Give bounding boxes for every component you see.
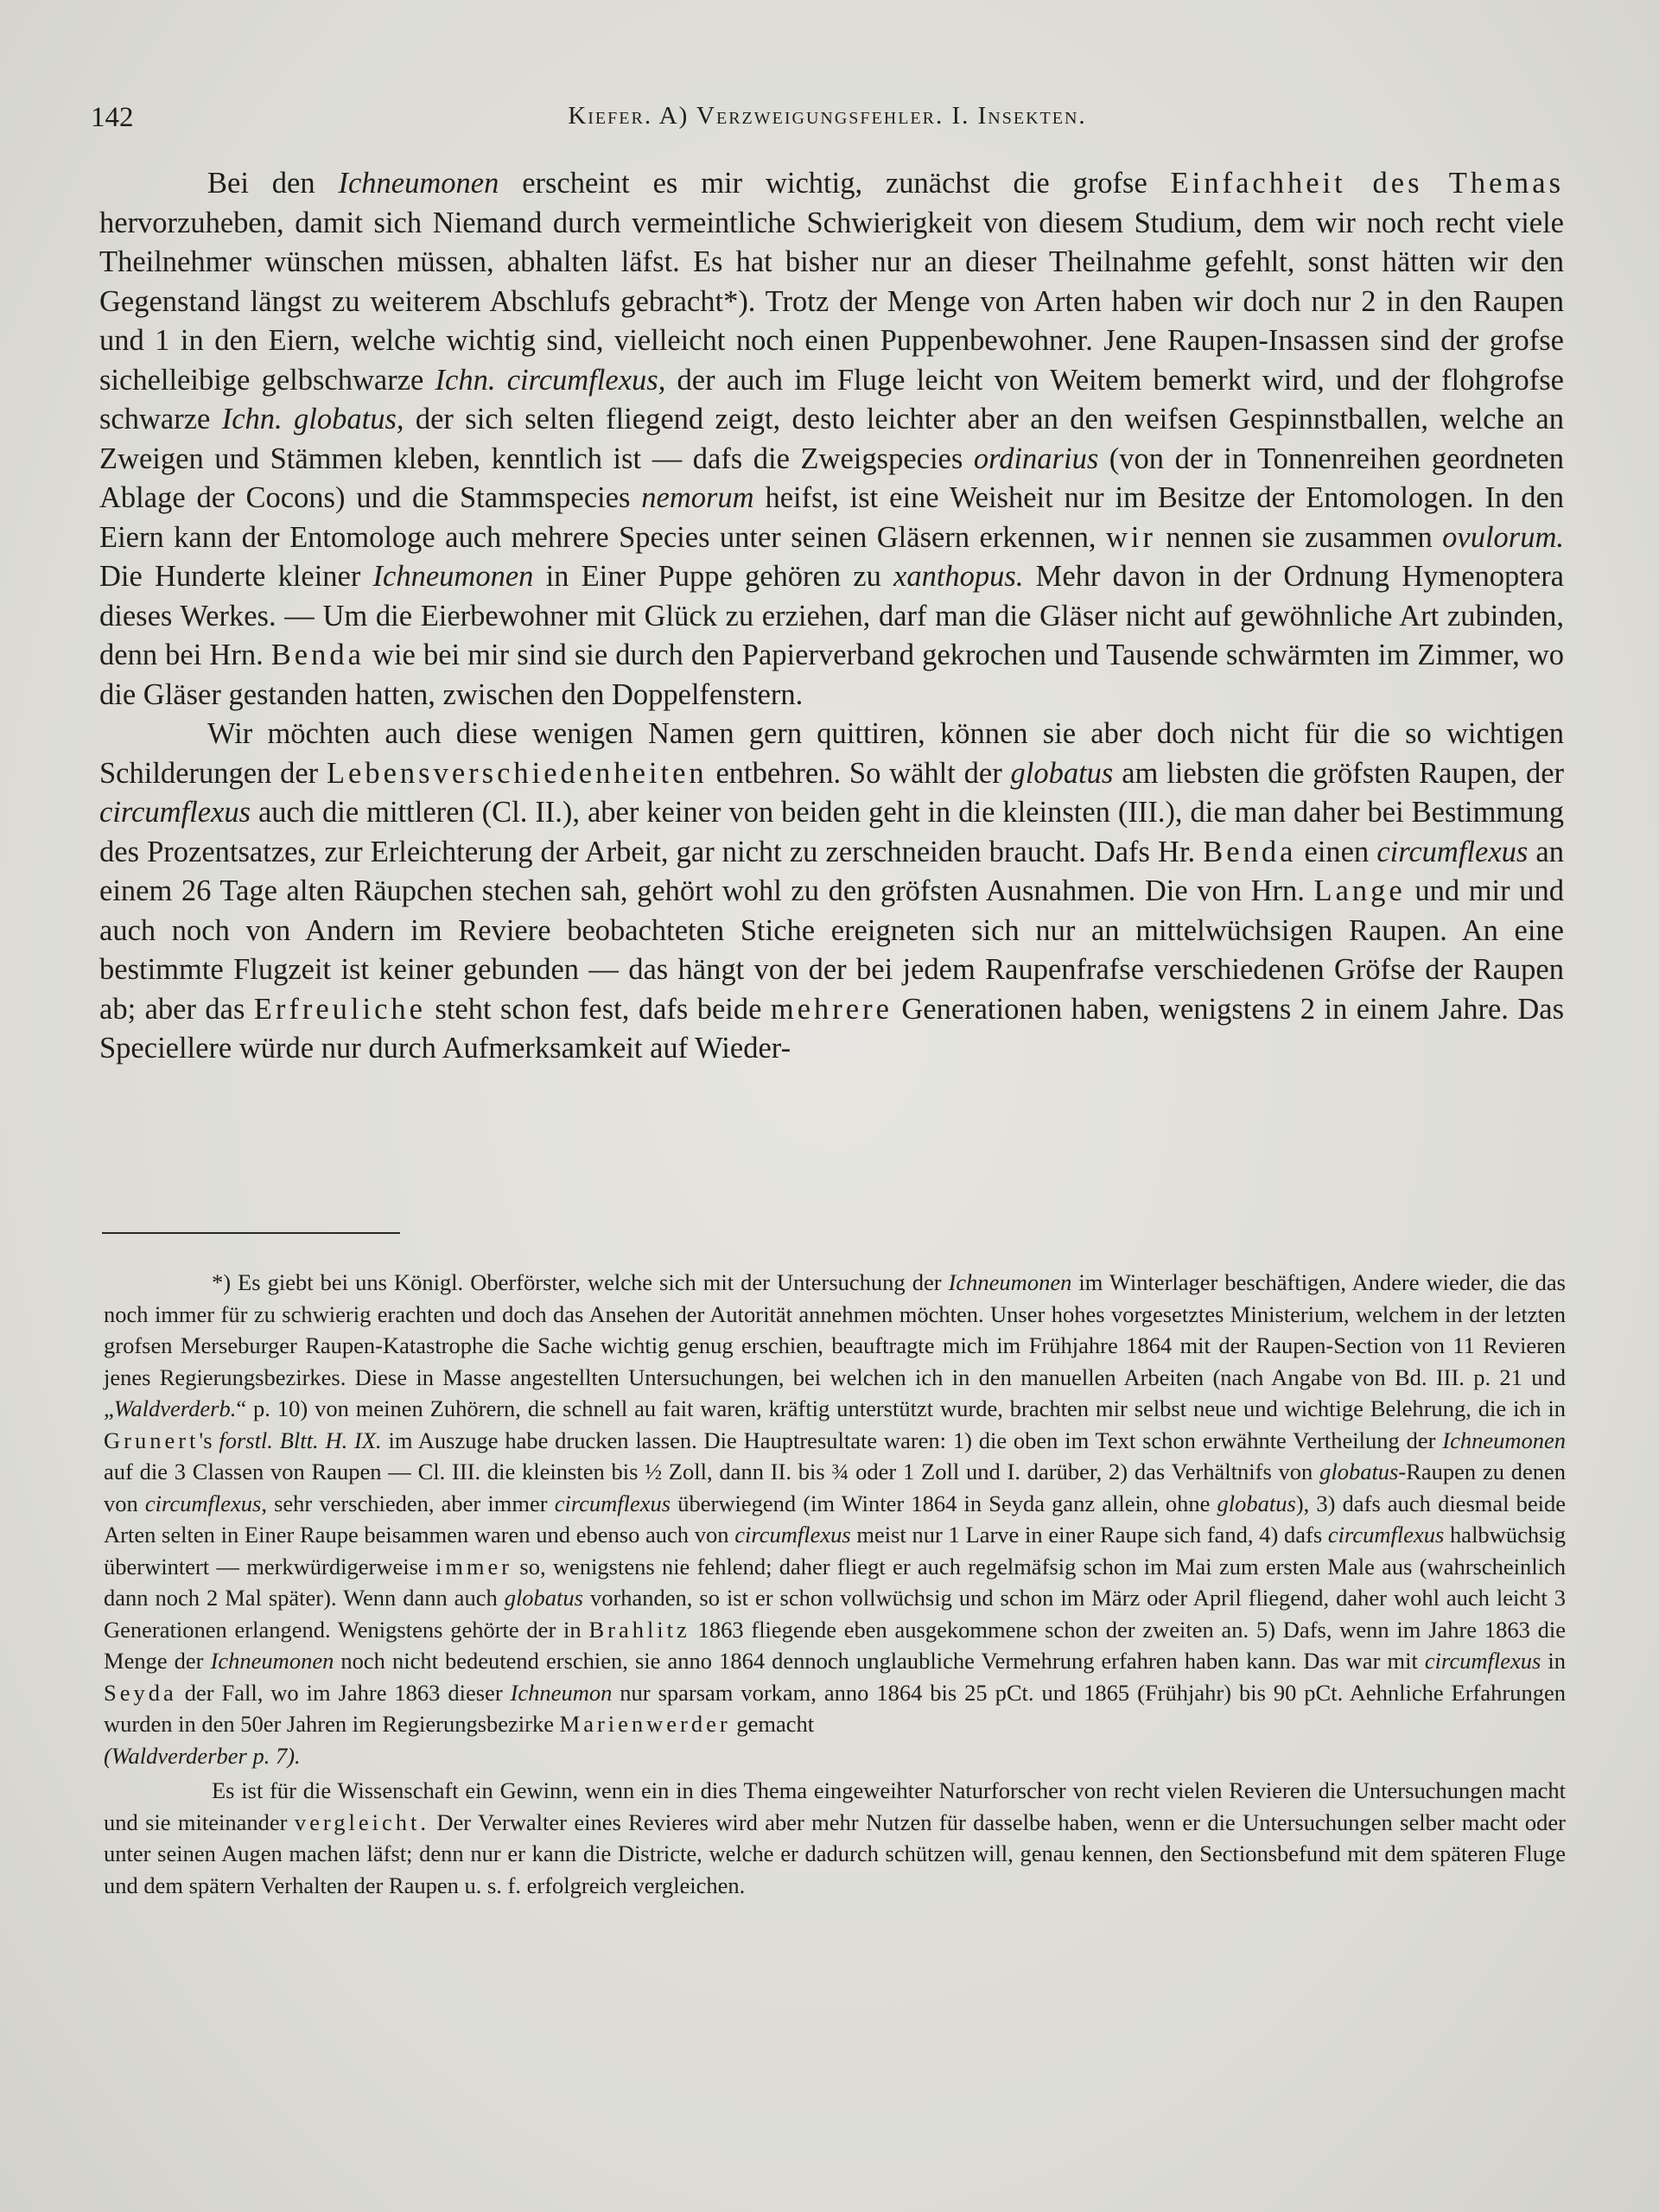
emphasis-spaced: Erfreuliche xyxy=(253,992,426,1026)
text-run: erscheint es mir wichtig, zunächst die grofse xyxy=(499,167,1171,200)
species-name: nemorum xyxy=(641,481,754,514)
emphasis-spaced: Einfachheit des Themas xyxy=(1170,167,1565,200)
species-name: circumflexus xyxy=(554,1490,671,1516)
species-name: circumflexus xyxy=(1327,1522,1445,1548)
emphasis-spaced: mehrere xyxy=(770,992,893,1026)
text-run: im Winterlager beschäftigen, Andere wieder, die das noch immer für zu schwierig erachten und doch das Ansehen der Autorität annehmen möchten. Unser hohes vorgesetztes Ministerium, welchem in der letzten grofsen Merseburger Raupen-Katastrophe die Sache wichtig genug erschien, beauftragte mich im Frühjahre 1864 mit der Raupen-Section von 11 Revieren jenes Regierungsbezirkes. Diese in Masse angestellten Untersuchungen, bei welchen ich in den manuellen Arbeiten (nach Angabe von Bd. III. p. 21 und „ xyxy=(104,1269,1566,1421)
text-run: so, wenigstens nie fehlend; daher fliegt er auch regelmäfsig schon im Mai zum ersten Male aus (wahrscheinlich dann noch 2 Mal später). Wenn dann auch xyxy=(104,1553,1566,1611)
emphasis-spaced: Lebensverschiedenheiten xyxy=(326,756,708,790)
work-title: forstl. Bltt. H. IX. xyxy=(219,1427,382,1453)
text-run: noch nicht bedeutend erschien, sie anno 1864 dennoch unglaubliche Vermehrung erfahren haben kann. Das war mit xyxy=(334,1648,1425,1674)
text-run: -Raupen zu denen von xyxy=(104,1459,1566,1516)
text-run: und mir und auch noch von Andern im Reviere beobachteten Stiche ereigneten sich nur an mittelwüchsigen Raupen. An eine bestimmte Flugzeit ist keiner gebunden — das hängt von der bei jedem Raupenfrafse verschiedenen Gröfse der Raupen ab; aber das xyxy=(99,874,1564,1026)
species-name: Ichneumonen xyxy=(372,560,534,593)
species-name: globatus xyxy=(504,1585,583,1611)
species-name: ordinarius xyxy=(973,442,1099,475)
work-title: Waldverderb. xyxy=(113,1395,237,1421)
person-name: Benda xyxy=(1203,835,1297,868)
species-name: circumflexus xyxy=(1376,835,1529,868)
text-run: 1863 fliegende eben ausgekommene schon der zweiten an. 5) Dafs, wenn im Jahre 1863 die Menge der xyxy=(104,1616,1566,1674)
text-run: entbehren. So wählt der xyxy=(707,756,1011,790)
text-run: vorhanden, so ist er schon vollwüchsig und schon im März oder April fliegend, daher wohl auch leicht 3 Generationen erlangend. Wenigstens gehörte der in xyxy=(104,1585,1566,1643)
place-name: Marienwerder xyxy=(559,1711,731,1737)
text-run: meist nur 1 Larve in einer Raupe sich fand, 4) dafs xyxy=(850,1522,1328,1548)
text-run: ), 3) dafs auch diesmal beide Arten selten in Einer Raupe beisammen waren und ebenso auch von xyxy=(104,1490,1567,1548)
species-name: globatus xyxy=(1319,1459,1399,1484)
text-run: , sehr verschieden, aber immer xyxy=(261,1490,555,1516)
species-name: Ichneumonen xyxy=(338,167,499,200)
footnote-divider xyxy=(102,1232,400,1234)
text-run: “ p. 10) von meinen Zuhörern, die schnell au fait waren, kräftig unterstützt wurde, brachten mir selbst neue und wichtige Belehrung, die ich in xyxy=(236,1395,1566,1421)
text-run: am liebsten die gröfsten Raupen, der xyxy=(1113,756,1564,790)
text-run: im Auszuge habe drucken lassen. Die Hauptresultate waren: 1) die oben im Text schon erwähnte Vertheilung der xyxy=(381,1427,1443,1453)
species-name: circumflexus xyxy=(734,1522,851,1548)
text-run: der sich selten fliegend zeigt, desto leichter aber an den weifsen Gespinnstballen, welche an Zweigen und Stämmen kleben, kenntlich ist — dafs die Zweigspecies xyxy=(99,403,1564,475)
footnote-block xyxy=(104,1267,1566,1901)
text-run: wie bei mir sind sie durch den Papierverband gekrochen und Tausende schwärmten im Zimmer, wo die Gläser gestanden hatten, zwischen den Doppelfenstern. xyxy=(99,639,1564,711)
text-run: *) Es giebt bei uns Königl. Oberförster, welche sich mit der Untersuchung der xyxy=(212,1269,949,1295)
text-run: Generationen haben, wenigstens 2 in einem Jahre. Das Speciellere würde nur durch Aufmerksamkeit auf Wieder- xyxy=(99,992,1564,1065)
person-name: Lange xyxy=(1313,874,1406,907)
species-name: Ichneumonen xyxy=(210,1648,334,1674)
text-run: auch die mittleren (Cl. II.), aber keiner von beiden geht in die kleinsten (III.), die man daher bei Bestimmung des Prozentsatzes, zur Erleichterung der Arbeit, gar nicht zu zerschneiden braucht. Dafs Hr. xyxy=(99,796,1564,868)
text-run: hervorzuheben, damit sich Niemand durch vermeintliche Schwierigkeit von diesem Studium, dem wir noch recht viele Theilnehmer wünschen müssen, abhalten läfst. Es hat bisher nur an dieser Theilnahme gefehlt, sonst hätten wir den Gegenstand längst zu weiterem Abschlufs gebracht*). Trotz der Menge von Arten haben wir doch nur 2 in den Raupen und 1 in den Eiern, welche wichtig sind, vielleicht noch einen Puppenbewohner. Jene Raupen-Insassen sind der grofse sichelleibige gelbschwarze xyxy=(99,206,1564,397)
footnote-paragraph-2 xyxy=(104,1775,1566,1901)
body-text xyxy=(99,164,1564,1069)
text-run: der Fall, wo im Jahre 1863 dieser xyxy=(176,1679,511,1706)
page-header xyxy=(91,102,1564,145)
text-run: an einem 26 Tage alten Räupchen stechen sah, gehört wohl zu den gröfsten Ausnahmen. Die von Hrn. xyxy=(99,835,1564,907)
paragraph-2 xyxy=(99,715,1564,1069)
text-run: einen xyxy=(1296,835,1377,868)
text-run: nennen sie zusammen xyxy=(1155,520,1443,554)
species-name: Ichneumon xyxy=(510,1679,613,1706)
page-number: 142 xyxy=(91,102,134,133)
species-name: globatus xyxy=(1010,756,1114,790)
person-name: Benda xyxy=(270,639,365,671)
species-name: Ichneumonen xyxy=(948,1269,1072,1295)
text-run: Die Hunderte kleiner xyxy=(99,560,373,593)
species-name: Ichn. globatus, xyxy=(221,403,404,435)
text-run: überwiegend (im Winter 1864 in Seyda ganz allein, ohne xyxy=(671,1490,1217,1516)
place-name: Brahlitz xyxy=(588,1616,690,1643)
text-run: Bei den xyxy=(207,167,339,200)
text-run: Der Verwalter eines Revieres wird aber mehr Nutzen für dasselbe haben, wenn er die Untersuchungen selber macht oder unter seinen Augen machen läfst; denn nur er kann die Districte, welche er dadurch schützen will, genau kennen, den Sectionsbefund mit dem späteren Fluge und dem spätern Verhalten der Raupen u. s. f. erfolgreich vergleichen. xyxy=(104,1808,1566,1898)
text-run: der auch im Fluge leicht von Weitem bemerkt wird, und der flohgrofse schwarze xyxy=(99,363,1564,435)
text-run: Es ist für die Wissenschaft ein Gewinn, wenn ein in dies Thema eingeweihter Naturforscher von recht vielen Revieren die Untersuchungen macht und sie miteinander xyxy=(104,1777,1566,1835)
species-name: circumflexus xyxy=(99,796,251,829)
running-title: Kiefer. A) Verzweigungsfehler. I. Insekten. xyxy=(568,102,1087,130)
text-run: Wir möchten auch diese wenigen Namen gern quittiren, können sie aber doch nicht für die so wichtigen Schilderungen der xyxy=(99,717,1564,790)
text-run: steht schon fest, dafs beide xyxy=(425,992,771,1026)
text-run: nur sparsam vorkam, anno 1864 bis 25 pCt. und 1865 (Frühjahr) bis 90 pCt. Aehnliche Erfahrungen wurden in den 50er Jahren im Regierungsbezirke xyxy=(104,1679,1566,1737)
species-name: globatus xyxy=(1217,1490,1296,1516)
emphasis-spaced: vergleicht. xyxy=(294,1808,429,1835)
species-name: circumflexus xyxy=(1424,1648,1541,1674)
paragraph-1 xyxy=(99,164,1564,715)
text-run: heifst, ist eine Weisheit nur im Besitze der Entomologen. In den Eiern kann der Entomologe auch mehrere Species unter seinen Gläsern erkennen, xyxy=(99,481,1565,554)
text-run: in xyxy=(1541,1648,1566,1674)
person-name: Grunert xyxy=(104,1427,200,1453)
work-title: (Waldverderber p. 7). xyxy=(104,1742,301,1769)
text-run: (von der in Tonnenreihen geordneten Ablage der Cocons) und die Stammspecies xyxy=(99,442,1564,514)
footnote-citation xyxy=(104,1740,1566,1772)
emphasis-spaced: wir xyxy=(1105,520,1156,554)
text-run: Mehr davon in der Ordnung Hymenoptera dieses Werkes. — Um die Eierbewohner mit Glück zu erziehen, darf man die Gläser nicht auf gewöhnliche Art zubinden, denn bei Hrn. xyxy=(99,560,1564,671)
text-run: in Einer Puppe gehören zu xyxy=(533,560,894,593)
footnote-paragraph-1 xyxy=(104,1267,1566,1740)
text-run: gemacht xyxy=(730,1711,815,1737)
species-name: ovulorum. xyxy=(1442,520,1564,554)
place-name: Seyda xyxy=(104,1679,177,1706)
species-name: Ichn. circumflexus, xyxy=(435,363,666,397)
emphasis-spaced: immer xyxy=(435,1553,513,1580)
species-name: circumflexus xyxy=(144,1490,262,1516)
text-run: auf die 3 Classen von Raupen — Cl. III. die kleinsten bis ½ Zoll, dann II. bis ¾ oder 1 Zoll und I. darüber, 2) das Verhältnifs von xyxy=(104,1459,1320,1484)
species-name: xanthopus. xyxy=(893,560,1024,593)
species-name: Ichneumonen xyxy=(1442,1427,1566,1453)
text-run: halbwüchsig überwintert — merkwürdigerweise xyxy=(104,1522,1567,1580)
text-run: 's xyxy=(199,1427,219,1453)
